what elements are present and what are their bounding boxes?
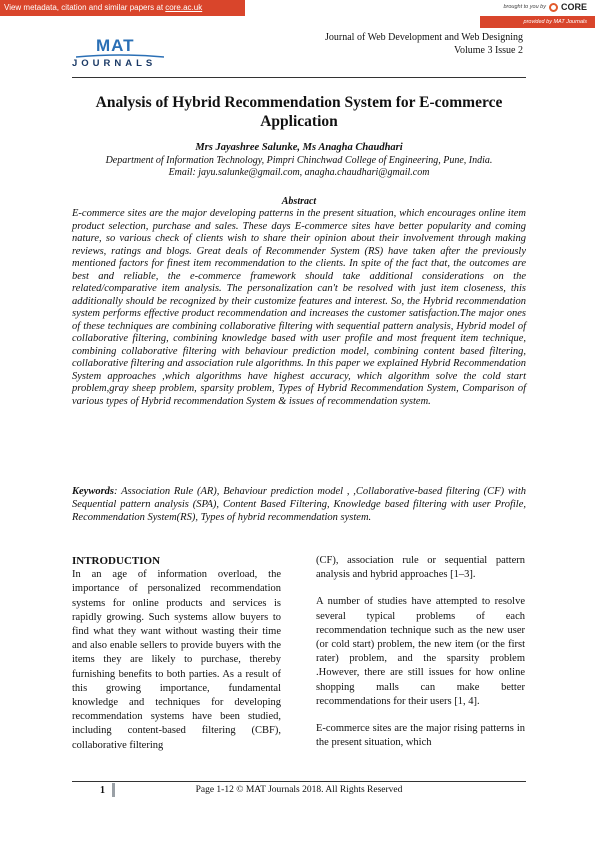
introduction-right-p2: A number of studies have attempted to resolve several typical problems of each recommendation technique such as the new user (or cold start) problem, the new item (or the first rater) problem, and the sparsity problem .However, there are still issues for how online shopping malls can make better recommendations for their users [1, 4].: [316, 596, 525, 707]
logo-journals-text: JOURNALS: [72, 58, 157, 69]
core-ac-uk-link[interactable]: core.ac.uk: [165, 3, 203, 12]
core-brought-by[interactable]: [503, 2, 587, 12]
paper-authors: Mrs Jayashree Salunke, Ms Anagha Chaudhari: [195, 142, 403, 153]
logo-mat-text: MAT: [96, 36, 135, 55]
footer-divider: [72, 781, 526, 782]
core-logo-word: CORE: [560, 2, 587, 12]
keywords-label: Keywords: [72, 486, 114, 497]
author-affiliation: Department of Information Technology, Pimpri Chinchwad College of Engineering, Pune, India.: [105, 155, 493, 166]
core-metadata-text: View metadata, citation and similar papers at: [4, 3, 164, 12]
introduction-right-p3: E-commerce sites are the major rising patterns in the present situation, which: [316, 723, 525, 749]
left-column: [72, 554, 281, 753]
right-column: [316, 554, 525, 750]
keywords-text: : Association Rule (AR), Behaviour prediction model , ,Collaborative-based filtering (CF) with Sequential pattern analysis (SPA), Content Based Filtering, Knowledge based filtering with user Profile, Recommendation System(RS), Types of hybrid recommendation system.: [72, 486, 526, 523]
abstract-heading: Abstract: [281, 196, 317, 207]
journal-volume: Volume 3 Issue 2: [454, 45, 523, 56]
keywords-paragraph: [72, 486, 526, 524]
mat-journals-logo: [72, 36, 168, 76]
header-divider: [72, 77, 526, 78]
journal-header: [325, 31, 523, 57]
footer-copyright: Page 1-12 © MAT Journals 2018. All Rights Reserved: [195, 785, 403, 795]
brought-by-text: brought to you by: [503, 4, 546, 10]
core-metadata-link[interactable]: [0, 0, 245, 16]
author-email: Email: jayu.salunke@gmail.com, anagha.chaudhari@gmail.com: [168, 167, 430, 178]
core-logo-icon: [549, 3, 558, 12]
journal-name: Journal of Web Development and Web Designing: [325, 32, 523, 43]
provided-by-banner[interactable]: provided by MAT Journals: [480, 16, 595, 28]
core-banner: [0, 0, 595, 28]
abstract-text: E-commerce sites are the major developing patterns in the present situation, which encourages online item product selection, purchase and sales. These days E-commerce sites have better popularity and coming nature, so various check of clients wish to share their opinion about their involvement through making reviews, ratings and blogs. Great deals of Recommender System (RS) have taken after the previously mentioned factors for finest item recommendation to the clients. In spite of the fact that, the outcomes are best and reliable, the e-commerce framework should take additional considerations on the related/comparative item analysis. The personalization can't be resolved with just item closeness, this additionally should be recognized by their customize features and interest. So, the Hybrid recommendation system performs effective product recommendation and increases the customer satisfaction.The major ones of these techniques are combining collaborative filtering with sequential pattern analysis, Hybrid model of collaborative filtering, combining knowledge based with user profile and most frequent item technique, combining collaborative filtering with behaviour prediction model, combining content based filtering, collaborative filtering and association rule algorithms. In this paper we explained Hybrid Recommendation System approaches ,which algorithms have highest accuracy, which algorithm solve the cold start problem,gray sheep problem, sparsity problem, Types of Hybrid Recommendation System, Comparison of various types of Hybrid recommendation System & issues of recommendation system.: [72, 208, 526, 407]
introduction-right-p1: (CF), association rule or sequential pattern analysis and hybrid approaches [1–3].: [316, 555, 525, 581]
footer-page-number: 1: [100, 785, 105, 796]
paper-title: Analysis of Hybrid Recommendation System for E-commerce Application: [95, 94, 503, 130]
introduction-left-text: In an age of information overload, the importance of personalized recommendation systems for online products and services is rapidly growing. Such systems allow buyers to find what they want without wasting their time and also enable sellers to provide buyers with the items they are likely to purchase, thereby furnishing benefits to both parties. As a result of this growing importance, fundamental knowledge and techniques for developing recommendation systems have been studied, including content-based filtering (CBF), collaborative filtering: [72, 569, 281, 751]
introduction-heading: INTRODUCTION: [72, 555, 161, 567]
